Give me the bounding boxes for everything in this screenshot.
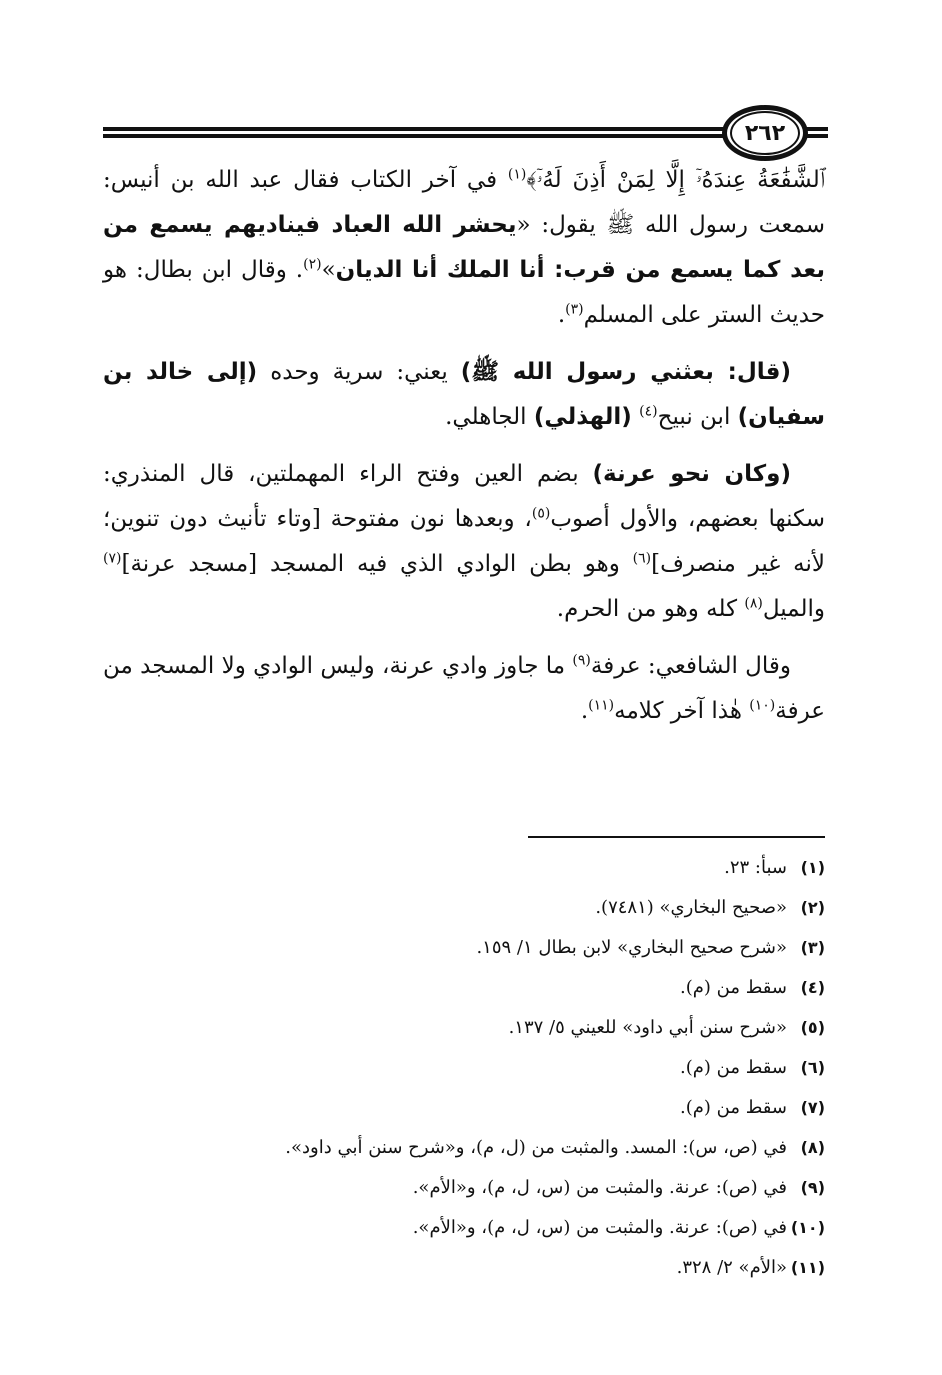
footnote-marker: (١١) [588,697,615,714]
footnote-marker: (١) [507,166,527,183]
footnote-text: «صحيح البخاري» (٧٤٨١). [595,897,787,918]
footnote-marker: (٩) [572,652,591,669]
footnote-number: (٢) [800,898,825,917]
footnote [103,1248,825,1288]
paragraph [103,452,825,632]
footnote-text: «شرح صحيح البخاري» لابن بطال ١/ ١٥٩. [476,937,787,958]
paragraph [103,350,825,440]
footnote-marker: (٤) [639,403,658,420]
footnote-number: (١) [800,858,825,877]
text-segment: الجاهلي. [445,404,534,430]
footnote-text: سقط من (م). [680,977,787,998]
text-segment: ، وبعدها نون مفتوحة [وتاء تأنيث دون تنوين؛ لأنه غير منصرف] [103,506,825,577]
bold-text: (وكان نحو عرنة) [592,461,791,487]
text-segment: ما جاوز وادي عرنة، وليس الوادي ولا المسجد من عرفة [103,653,825,724]
bold-text: (قال: بعثني رسول الله ﷺ) [460,359,791,385]
footnote [103,1088,825,1128]
footnote-marker: (٥) [531,505,551,522]
page-number: ٢٦٢ [744,120,786,146]
footnote [103,1048,825,1088]
footnote-text: في (ص): عرنة. والمثبت من (س، ل، م)، و«الأم». [412,1217,787,1238]
text-segment: وهو بطن الوادي الذي فيه المسجد [مسجد عرنة] [121,551,633,577]
footnotes-section [103,848,825,1288]
footnote [103,1208,825,1248]
footnote-text: في (ص، س): المسد. والمثبت من (ل، م)، و«شرح سنن أبي داود». [285,1137,787,1158]
text-segment: » [321,257,336,283]
text-segment: يعني: سرية وحده [257,359,461,385]
footnote-number: (١١) [790,1258,825,1277]
text-segment: ابن نبيح [657,404,738,430]
text-segment: . وقال ابن بطال: هو حديث الستر على المسلم [103,257,825,328]
footnote-number: (٣) [800,938,825,957]
page-number-badge [722,105,808,161]
text-segment: في آخر الكتاب فقال عبد الله بن أنيس: سمعت رسول الله ﷺ يقول: « [103,167,826,238]
footnote-number: (٩) [800,1178,825,1197]
bold-text: (إلى خالد بن سفيان) [103,359,825,430]
footnote-number: (٧) [800,1098,825,1117]
footnote-separator [528,836,825,838]
footnote [103,1128,825,1168]
footnote-number: (١٠) [790,1218,825,1237]
text-segment: كله وهو من الحرم. [556,596,745,622]
footnote [103,1168,825,1208]
footnote-number: (٤) [800,978,825,997]
footnote [103,848,825,888]
footnote-number: (٥) [800,1018,825,1037]
footnote-text: في (ص): عرنة. والمثبت من (س، ل، م)، و«الأم». [412,1177,787,1198]
text-segment: هٰذا آخر كلامه [614,698,750,724]
header-rule-right-top [806,127,828,131]
footnote-text: سقط من (م). [680,1057,787,1078]
footnote-marker: (٣) [565,301,584,318]
text-segment: وقال الشافعي: عرفة [590,653,791,679]
footnote-text: «شرح سنن أبي داود» للعيني ٥/ ١٣٧. [508,1017,787,1038]
footnote [103,968,825,1008]
paragraph [103,644,825,734]
footnote-text: سقط من (م). [680,1097,787,1118]
footnote-marker: (٢) [303,256,322,273]
footnote-marker: (٧) [103,550,122,567]
footnote [103,888,825,928]
text-segment: بضم العين وفتح الراء المهملتين، قال المنذري: سكنها بعضهم، والأول أصوب [103,461,825,532]
footnote-marker: (٦) [632,550,652,567]
bold-text: (الهذلي) [533,404,632,430]
footnote-marker: (٨) [744,595,763,612]
footnote [103,928,825,968]
bold-text: يحشر الله العباد فيناديهم يسمع من بعد كما يسمع من قرب: أنا الملك أنا الديان [103,212,825,283]
text-segment: . [580,698,589,724]
footnote-number: (٦) [800,1058,825,1077]
header-rule-top [103,127,725,131]
main-text [103,158,825,746]
footnote-text: «الأم» ٢/ ٣٢٨. [676,1257,787,1278]
footnote-number: (٨) [800,1138,825,1157]
footnote-text: سبأ: ٢٣. [724,857,787,878]
text-segment: . [557,302,566,328]
text-segment: ٱلشَّفَٰعَةُ عِندَهُۥٓ إِلَّا لِمَنْ أَذِنَ لَهُۥٓ﴾ [526,167,825,193]
footnote [103,1008,825,1048]
paragraph [103,158,825,338]
text-segment: والميل [762,596,825,622]
header-rule-right-bottom [806,134,828,138]
header-rule-bottom [103,134,725,138]
footnote-marker: (١٠) [749,697,776,714]
